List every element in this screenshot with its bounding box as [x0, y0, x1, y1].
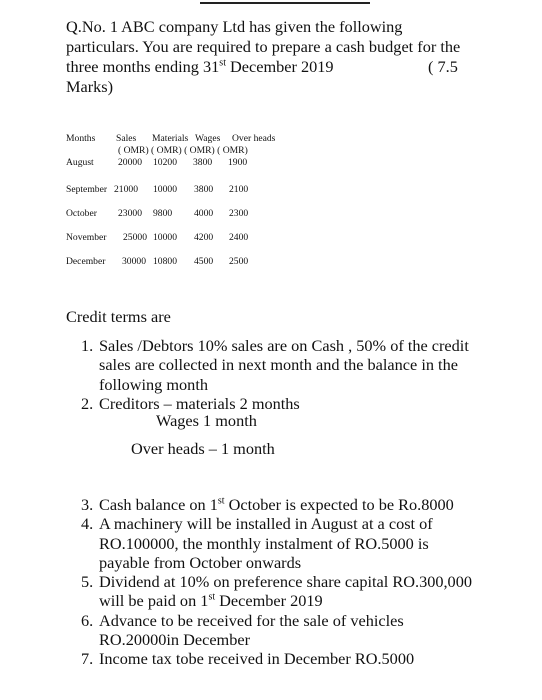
- header-months: Months: [66, 133, 96, 144]
- top-rule: [200, 2, 370, 4]
- header-overheads: Over heads: [232, 133, 276, 144]
- table-units-row: ( OMR) ( OMR) ( OMR) ( OMR): [118, 145, 248, 156]
- wages-term: Wages 1 month: [156, 411, 257, 430]
- list-item: 1. Sales /Debtors 10% sales are on Cash , 50% of the credit sales are collected in next month and the balance in the following month: [81, 336, 469, 394]
- list-item: 2. Creditors – materials 2 months: [81, 393, 300, 413]
- marks-label: ( 7.5: [428, 57, 458, 76]
- other-conditions-list: [81, 495, 481, 669]
- question-line-3: three months ending 31st December 2019: [66, 57, 334, 76]
- credit-terms-heading: Credit terms are: [66, 307, 171, 326]
- question-text: [66, 17, 476, 96]
- question-line-2: particulars. You are required to prepare a cash budget for the: [66, 37, 461, 56]
- credit-terms-list: [81, 336, 481, 413]
- list-item: 7. Income tax tobe received in December RO.5000: [81, 649, 415, 669]
- marks-label-cont: Marks): [66, 77, 114, 96]
- list-item: 4. A machinery will be installed in August at a cost of RO.100000, the monthly instalment of RO.5000 is payable from October onwards: [81, 514, 433, 572]
- question-line-1: Q.No. 1 ABC company Ltd has given the following: [66, 17, 403, 36]
- list-item: 6. Advance to be received for the sale of vehicles RO.20000in December: [81, 610, 404, 650]
- list-item: 3. Cash balance on 1st October is expected to be Ro.8000: [81, 495, 454, 514]
- overheads-term: Over heads – 1 month: [131, 439, 275, 458]
- header-materials: Materials: [152, 133, 189, 144]
- header-wages: Wages: [195, 133, 221, 144]
- list-item: 5. Dividend at 10% on preference share capital RO.300,000 will be paid on 1st December 2019: [81, 572, 472, 611]
- header-sales: Sales: [116, 133, 137, 144]
